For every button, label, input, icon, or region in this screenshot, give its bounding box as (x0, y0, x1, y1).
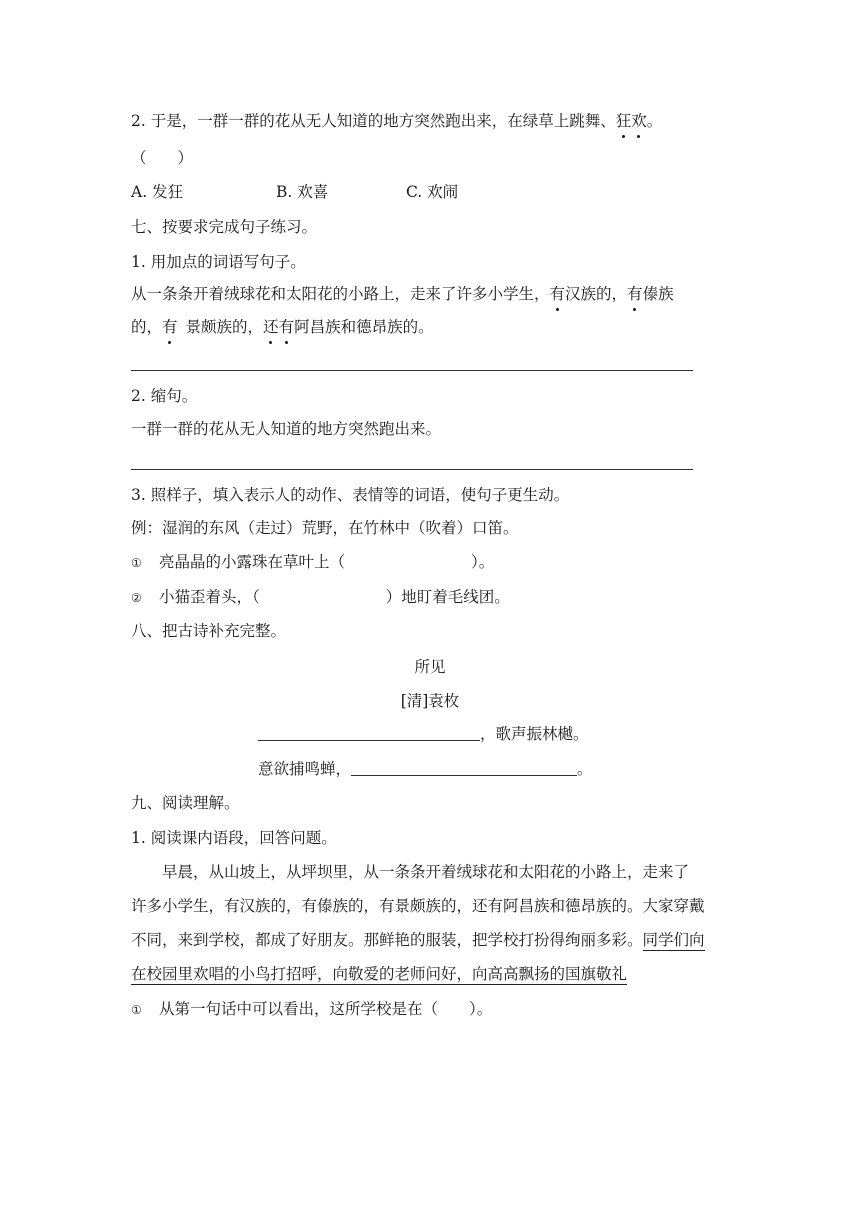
text: ）地盯着毛线团。 (385, 588, 510, 606)
poem-title: 所见 (414, 658, 446, 676)
underlined-text: 同学们向 (642, 931, 705, 949)
item-number: ② (131, 591, 142, 605)
text: 汉族的， (565, 285, 628, 303)
fill-blank[interactable] (258, 724, 480, 741)
text: 不同，来到学校，都成了好朋友。那鲜艳的服装，把学校打扮得绚丽多彩。 (131, 931, 643, 949)
text: 从第一句话中可以看出，这所学校是在（ ）。 (159, 1000, 493, 1018)
dotted-char: 有 (278, 318, 295, 336)
section7-sub3-example: 例：湿润的东风（走过）荒野，在竹林中（吹着）口笛。 (131, 519, 519, 537)
item-number: ① (131, 1003, 142, 1017)
passage-line (131, 929, 705, 951)
dotted-char: 有 (162, 318, 178, 336)
q6-2-text: 2. 于是，一群一群的花从无人知道的地方突然跑出来，在绿草上跳舞、 (131, 112, 616, 130)
fill-blank[interactable] (351, 759, 577, 776)
poem-line2 (258, 758, 593, 780)
text: 阿昌族和德昂族的。 (294, 318, 434, 336)
passage-line (131, 963, 627, 985)
section7-sub1-title: 1. 用加点的词语写句子。 (131, 253, 306, 271)
text: 意欲捕鸣蝉， (258, 760, 352, 778)
section7-sub3-item1 (131, 551, 494, 574)
section7-sub1-line2 (131, 316, 434, 338)
text: ）。 (471, 553, 495, 571)
section7-sub2-title: 2. 缩句。 (131, 387, 198, 405)
passage-line: 许多小学生，有汉族的，有傣族的，有景颇族的，还有阿昌族和德昂族的。大家穿戴 (131, 897, 705, 915)
section8-title: 八、把古诗补充完整。 (131, 622, 287, 640)
section7-sub1-line1 (131, 283, 674, 305)
passage-line: 早晨，从山坡上，从坪坝里，从一条条开着绒球花和太阳花的小路上，走来了 (162, 863, 690, 881)
text: 从一条条开着绒球花和太阳花的小路上，走来了许多小学生， (131, 285, 550, 303)
item-number: ① (131, 556, 142, 570)
answer-line[interactable] (131, 370, 693, 371)
dotted-char: 狂 (615, 112, 632, 130)
dotted-char: 欢 (631, 112, 647, 130)
poem-line1 (258, 723, 589, 745)
q6-2-sentence (131, 110, 662, 132)
section9-sub1-title: 1. 阅读课内语段，回答问题。 (131, 829, 337, 847)
answer-line[interactable] (131, 469, 693, 470)
dotted-char: 有 (627, 285, 643, 303)
dotted-char: 有 (549, 285, 566, 303)
poem-author: [清]袁枚 (400, 692, 460, 710)
text: 小猫歪着头，（ (159, 588, 260, 606)
section9-q1 (131, 998, 492, 1021)
option-c: C. 欢闹 (406, 183, 459, 201)
text: 。 (577, 760, 593, 778)
text: 景颇族的， (185, 318, 264, 336)
section7-sub2-sentence: 一群一群的花从无人知道的地方突然跑出来。 (131, 420, 442, 438)
text: 傣族 (642, 285, 674, 303)
text: 亮晶晶的小露珠在草叶上（ (159, 553, 346, 571)
option-a: A. 发狂 (131, 183, 184, 201)
dotted-char: 还 (263, 318, 279, 336)
q6-2-options (131, 181, 458, 203)
text: ，歌声振林樾。 (480, 725, 589, 743)
q6-2-end: 。 (646, 112, 663, 130)
section7-sub3-title: 3. 照样子，填入表示人的动作、表情等的词语，使句子更生动。 (131, 486, 570, 504)
section7-sub3-item2 (131, 586, 510, 609)
option-b: B. 欢喜 (276, 183, 329, 201)
section7-title: 七、按要求完成句子练习。 (131, 218, 318, 236)
q6-2-paren: （ ） (131, 149, 194, 167)
underlined-text: 在校园里欢唱的小鸟打招呼，向敬爱的老师问好，向高高飘扬的国旗敬礼 (131, 965, 628, 983)
text: 的， (131, 318, 163, 336)
section9-title: 九、阅读理解。 (131, 794, 240, 812)
